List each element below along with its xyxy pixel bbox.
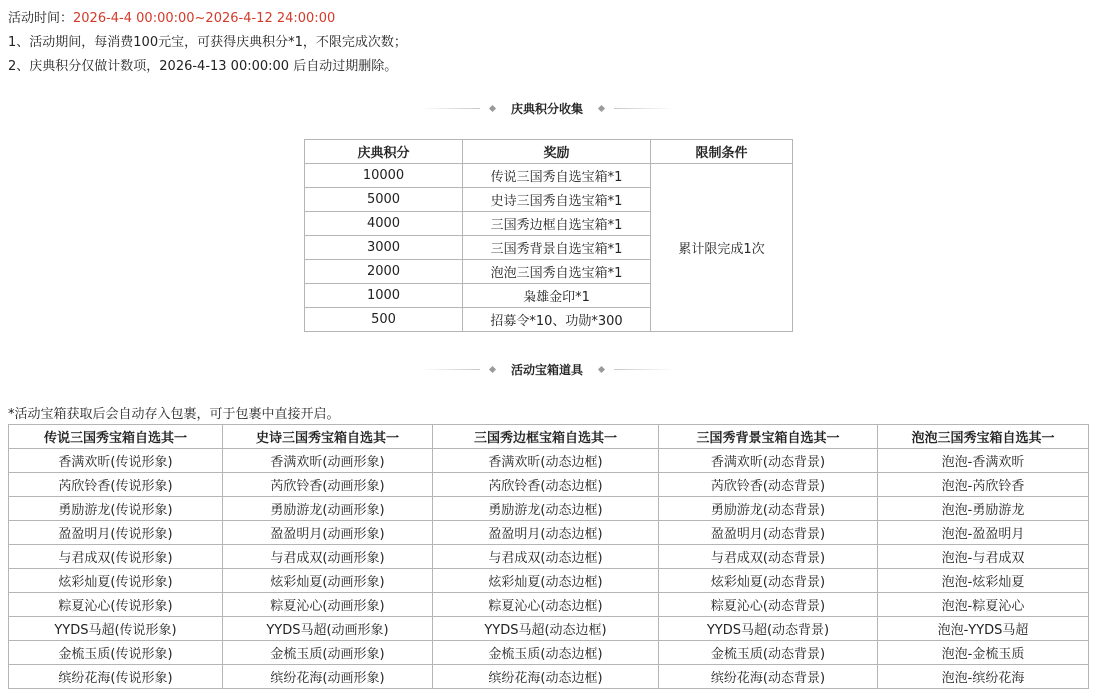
table-cell: 金梳玉质(动态背景) <box>659 641 878 665</box>
header-condition: 限制条件 <box>651 140 793 164</box>
score-cell: 10000 <box>305 164 463 188</box>
table-cell: 勇励游龙(动态背景) <box>659 497 878 521</box>
table-row <box>305 164 793 188</box>
table-cell: 勇励游龙(传说形象) <box>9 497 223 521</box>
table-cell: 泡泡-粽夏沁心 <box>878 593 1089 617</box>
table-row <box>9 449 1089 473</box>
table-row <box>9 665 1089 689</box>
reward-cell: 三国秀背景自选宝箱*1 <box>463 236 651 260</box>
reward-cell: 泡泡三国秀自选宝箱*1 <box>463 260 651 284</box>
table-row <box>9 641 1089 665</box>
table-row <box>9 617 1089 641</box>
table-cell: 与君成双(动态边框) <box>433 545 659 569</box>
table-cell: 泡泡-YYDS马超 <box>878 617 1089 641</box>
table-cell: YYDS马超(动态背景) <box>659 617 878 641</box>
table-cell: 盈盈明月(动态边框) <box>433 521 659 545</box>
table-cell: 粽夏沁心(动态背景) <box>659 593 878 617</box>
table-cell: 缤纷花海(动态背景) <box>659 665 878 689</box>
table-cell: 粽夏沁心(动画形象) <box>223 593 433 617</box>
table-cell: 香满欢昕(动态边框) <box>433 449 659 473</box>
diamond-icon <box>489 365 496 372</box>
table-cell: 炫彩灿夏(动态背景) <box>659 569 878 593</box>
reward-cell: 招募令*10、功勋*300 <box>463 308 651 332</box>
header-background-box: 三国秀背景宝箱自选其一 <box>659 425 878 449</box>
table-cell: 芮欣铃香(传说形象) <box>9 473 223 497</box>
table-cell: 粽夏沁心(传说形象) <box>9 593 223 617</box>
divider <box>614 369 674 370</box>
table-cell: 金梳玉质(动态边框) <box>433 641 659 665</box>
diamond-icon <box>598 104 605 111</box>
table-cell: 香满欢昕(传说形象) <box>9 449 223 473</box>
table-cell: 勇励游龙(动画形象) <box>223 497 433 521</box>
table-cell: 金梳玉质(动画形象) <box>223 641 433 665</box>
table-cell: 与君成双(传说形象) <box>9 545 223 569</box>
table-cell: YYDS马超(动态边框) <box>433 617 659 641</box>
table-cell: 泡泡-炫彩灿夏 <box>878 569 1089 593</box>
section-title-text: 庆典积分收集 <box>511 101 584 116</box>
table-cell: 泡泡-香满欢昕 <box>878 449 1089 473</box>
table-cell: 香满欢昕(动态背景) <box>659 449 878 473</box>
rule-1: 1、活动期间，每消费100元宝，可获得庆典积分*1，不限完成次数； <box>8 35 407 50</box>
table-cell: 盈盈明月(传说形象) <box>9 521 223 545</box>
header-epic-box: 史诗三国秀宝箱自选其一 <box>223 425 433 449</box>
activity-time-value: 2026-4-4 00:00:00~2026-4-12 24:00:00 <box>73 11 336 26</box>
table-cell: 泡泡-与君成双 <box>878 545 1089 569</box>
score-cell: 3000 <box>305 236 463 260</box>
table-cell: 粽夏沁心(动态边框) <box>433 593 659 617</box>
table-cell: 盈盈明月(动画形象) <box>223 521 433 545</box>
table-cell: 与君成双(动态背景) <box>659 545 878 569</box>
table-cell: 缤纷花海(传说形象) <box>9 665 223 689</box>
table-cell: 泡泡-缤纷花海 <box>878 665 1089 689</box>
reward-cell: 枭雄金印*1 <box>463 284 651 308</box>
table-row <box>9 497 1089 521</box>
table-cell: YYDS马超(动画形象) <box>223 617 433 641</box>
score-reward-table <box>304 139 793 332</box>
table-header-row <box>305 140 793 164</box>
activity-time-line <box>8 7 335 26</box>
section-title-text: 活动宝箱道具 <box>511 362 584 377</box>
table-cell: 炫彩灿夏(动态边框) <box>433 569 659 593</box>
section-title-score <box>420 98 674 118</box>
table-cell: 金梳玉质(传说形象) <box>9 641 223 665</box>
reward-cell: 史诗三国秀自选宝箱*1 <box>463 188 651 212</box>
table-row <box>9 593 1089 617</box>
score-cell: 2000 <box>305 260 463 284</box>
score-cell: 4000 <box>305 212 463 236</box>
table-cell: 与君成双(动画形象) <box>223 545 433 569</box>
diamond-icon <box>598 365 605 372</box>
header-legend-box: 传说三国秀宝箱自选其一 <box>9 425 223 449</box>
rule-2: 2、庆典积分仅做计数项，2026-4-13 00:00:00 后自动过期删除。 <box>8 59 398 74</box>
table-row <box>9 473 1089 497</box>
table-row <box>9 521 1089 545</box>
table-cell: 炫彩灿夏(传说形象) <box>9 569 223 593</box>
table-cell: YYDS马超(传说形象) <box>9 617 223 641</box>
table-cell: 香满欢昕(动画形象) <box>223 449 433 473</box>
activity-time-label: 活动时间： <box>8 11 74 26</box>
box-options-table <box>8 424 1089 689</box>
score-cell: 500 <box>305 308 463 332</box>
divider <box>614 108 674 109</box>
table-cell: 勇励游龙(动态边框) <box>433 497 659 521</box>
header-frame-box: 三国秀边框宝箱自选其一 <box>433 425 659 449</box>
score-cell: 1000 <box>305 284 463 308</box>
divider <box>420 369 480 370</box>
table-header-row <box>9 425 1089 449</box>
table-cell: 盈盈明月(动态背景) <box>659 521 878 545</box>
reward-cell: 传说三国秀自选宝箱*1 <box>463 164 651 188</box>
table-cell: 泡泡-芮欣铃香 <box>878 473 1089 497</box>
table-cell: 炫彩灿夏(动画形象) <box>223 569 433 593</box>
table-row <box>9 569 1089 593</box>
divider <box>420 108 480 109</box>
condition-cell: 累计限完成1次 <box>651 164 793 332</box>
table-cell: 芮欣铃香(动态边框) <box>433 473 659 497</box>
table-cell: 芮欣铃香(动态背景) <box>659 473 878 497</box>
header-score: 庆典积分 <box>305 140 463 164</box>
box-note: *活动宝箱获取后会自动存入包裹，可于包裹中直接开启。 <box>8 407 340 422</box>
table-cell: 缤纷花海(动画形象) <box>223 665 433 689</box>
section-title-boxes <box>420 359 674 379</box>
header-reward: 奖励 <box>463 140 651 164</box>
diamond-icon <box>489 104 496 111</box>
table-cell: 泡泡-勇励游龙 <box>878 497 1089 521</box>
reward-cell: 三国秀边框自选宝箱*1 <box>463 212 651 236</box>
table-cell: 缤纷花海(动态边框) <box>433 665 659 689</box>
score-cell: 5000 <box>305 188 463 212</box>
header-bubble-box: 泡泡三国秀宝箱自选其一 <box>878 425 1089 449</box>
table-cell: 泡泡-盈盈明月 <box>878 521 1089 545</box>
table-cell: 芮欣铃香(动画形象) <box>223 473 433 497</box>
table-cell: 泡泡-金梳玉质 <box>878 641 1089 665</box>
table-row <box>9 545 1089 569</box>
